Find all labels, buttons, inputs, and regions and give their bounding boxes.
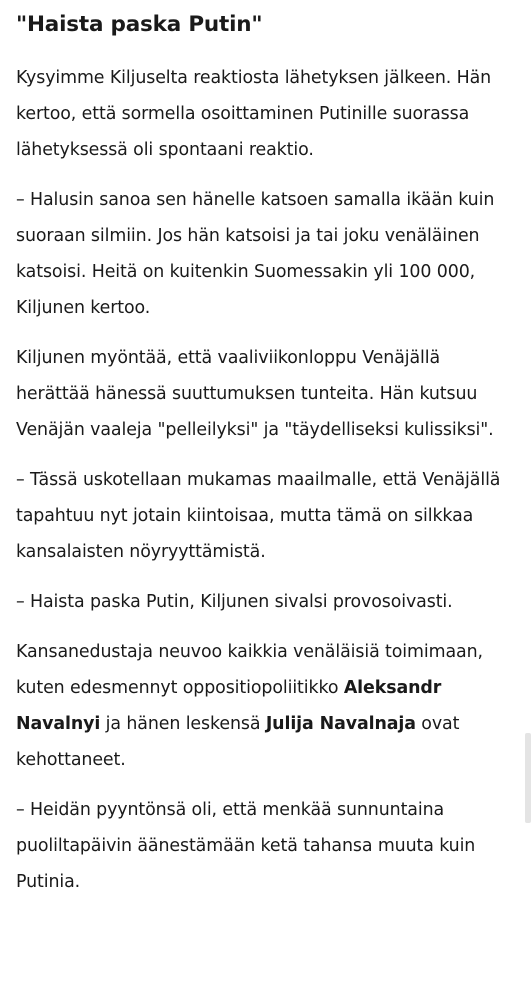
person-name-aleksandr-navalnyi: Aleksandr Navalnyi xyxy=(16,678,442,734)
paragraph-6-text-c: ovat kehottaneet. xyxy=(16,714,460,770)
person-name-julija-navalnaja: Julija Navalnaja xyxy=(265,714,416,734)
paragraph-4: – Tässä uskotellaan mukamas maailmalle, että Venäjällä tapahtuu nyt jotain kiintoisaa, mutta tämä on silkkaa kansalaisten nöyryyttämistä. xyxy=(16,470,501,562)
paragraph-6 xyxy=(16,634,515,778)
paragraph-3: Kiljunen myöntää, että vaaliviikonloppu Venäjällä herättää hänessä suuttumuksen tunteita. Hän kutsuu Venäjän vaaleja "pelleilyksi" ja "täydelliseksi kulissiksi". xyxy=(16,348,494,440)
paragraph-2: – Halusin sanoa sen hänelle katsoen samalla ikään kuin suoraan silmiin. Jos hän katsoisi ja tai joku venäläinen katsoisi. Heitä on kuitenkin Suomessakin yli 100 000, Kiljunen kertoo. xyxy=(16,190,495,318)
paragraph-6-text-a: Kansanedustaja neuvoo kaikkia venäläisiä toimimaan, kuten edesmennyt oppositiopoliitikko xyxy=(16,642,483,698)
paragraph-7: – Heidän pyyntönsä oli, että menkää sunnuntaina puoliltapäivin äänestämään ketä tahansa muuta kuin Putinia. xyxy=(16,800,476,892)
paragraph-5: – Haista paska Putin, Kiljunen sivalsi provosoivasti. xyxy=(16,592,453,612)
paragraph-6-text-b: ja hänen leskensä xyxy=(100,714,266,734)
article-subheading: "Haista paska Putin" xyxy=(16,12,263,37)
paragraph-1: Kysyimme Kiljuselta reaktiosta lähetyksen jälkeen. Hän kertoo, että sormella osoittaminen Putinille suorassa lähetyksessä oli spontaani reaktio. xyxy=(16,68,492,160)
scrollbar-thumb[interactable] xyxy=(525,733,531,823)
